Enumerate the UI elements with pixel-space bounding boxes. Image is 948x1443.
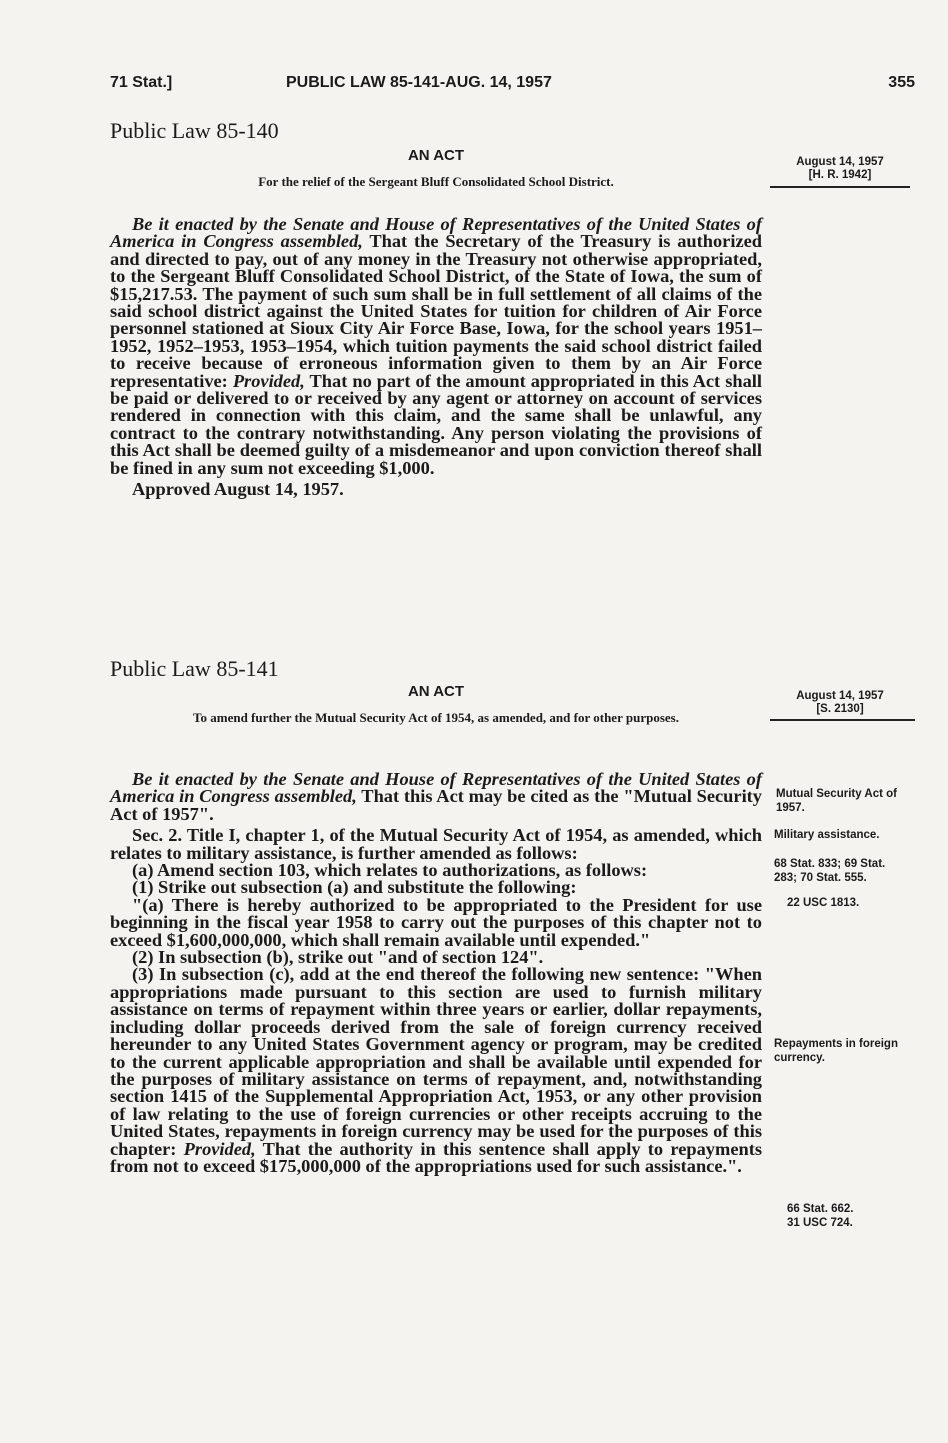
margin-note-stat-662: 66 Stat. 662. [787, 1203, 854, 1215]
margin-note-usc-1813: 22 USC 1813. [787, 897, 860, 909]
bill-number: [H. R. 1942] [808, 169, 872, 181]
law-number-85-140: Public Law 85-140 [110, 118, 279, 143]
page-number: 355 [888, 74, 915, 91]
enacting-clause: Be it enacted by the Senate and House of Representatives of the United States of America in Congress assembled, [110, 214, 762, 252]
enactment-date: August 14, 1957 [796, 156, 884, 168]
date-rule [770, 186, 910, 188]
margin-note-repayments: Repayments in foreign currency. [774, 1038, 898, 1064]
paragraph-2: (2) In subsection (b), strike out "and of section 124". [132, 947, 544, 968]
an-act-heading-2: AN ACT [407, 683, 465, 700]
enactment-date-note [770, 156, 910, 182]
an-act-heading: AN ACT [407, 147, 465, 164]
law-number-85-141: Public Law 85-141 [110, 656, 279, 681]
law-85-140-body [110, 216, 762, 499]
margin-note-usc-724: 31 USC 724. [787, 1217, 853, 1229]
paragraph-1: (1) Strike out subsection (a) and substitute the following: [132, 877, 577, 898]
quoted-subsection-a: "(a) There is hereby authorized to be appropriated to the President for use beginning in the fiscal year 1958 to carry out the purposes of this chapter not to exceed $1,600,000,000, which shall remain available until expended." [110, 894, 762, 950]
act-purpose: For the relief of the Sergeant Bluff Consolidated School District. [258, 174, 614, 189]
act-purpose-2: To amend further the Mutual Security Act of 1954, as amended, and for other purposes. [193, 710, 679, 725]
enactment-paragraph-2: Be it enacted by the Senate and House of Representatives of the United States of America in Congress assembled, That this Act may be cited as the "Mutual Security Act of 1957". [110, 769, 763, 824]
approval-line: Approved August 14, 1957. [132, 479, 344, 500]
enactment-date-2: August 14, 1957 [796, 690, 884, 702]
margin-note-mutual-security: Mutual Security Act of 1957. [776, 788, 897, 814]
enactment-paragraph: Be it enacted by the Senate and House of Representatives of the United States of America in Congress assembled, That the Secretary of the Treasury is authorized and directed to pay, out of any money in the Treasury not otherwise appropriated, to the Sergeant Bluff Consolidated School District, of the State of Iowa, the sum of $15,217.53. The payment of such sum shall be in full settlement of all claims of the said school district against the United States for tuition for children of Air Force personnel stationed at Sioux City Air Force Base, Iowa, for the school years 1951–1952, 1952–1953, 1953–1954, which tuition payments the said school district failed to receive because of erroneous information given to them by an Air Force representative: Provided, That no part of the amount appropriated in this Act shall be paid or delivered to or received by any agent or attorney on account of services rendered in connection with this claim, and the same shall be unlawful, any contract to the contrary notwithstanding. Any person violating the provisions of this Act shall be deemed guilty of a misdemeanor and upon conviction thereof shall be fined in any sum not exceeding $1,000. [110, 214, 762, 478]
paragraph-3: (3) In subsection (c), add at the end thereof the following new sentence: "When appropriations made pursuant to this section are used to furnish military assistance on terms of repayment within three years or earlier, dollar repayments, including dollar proceeds derived from the sale of foreign currency received hereunder to any United States Government agency or program, may be credited to the current applicable appropriation and shall be available until expended for the purposes of military assistance on terms of repayment, and, notwithstanding section 1415 of the Supplemental Appropriation Act, 1953, or any other provision of law relating to the use of foreign currencies or other receipts accruing to the United States, repayments in foreign currency may be used for the purposes of this chapter: Provided, That the authority in this sentence shall apply to repayments from not to exceed $175,000,000 of the appropriations used for such assistance.". [110, 964, 762, 1176]
bill-number-2: [S. 2130] [816, 703, 864, 715]
margin-note-military-assistance: Military assistance. [774, 829, 880, 841]
margin-note-stat-refs: 68 Stat. 833; 69 Stat. 283; 70 Stat. 555. [774, 858, 886, 884]
law-85-141-body [110, 771, 762, 1175]
running-head [110, 74, 915, 98]
paragraph-a: (a) Amend section 103, which relates to authorizations, as follows: [132, 860, 648, 881]
section-2: Sec. 2. Title I, chapter 1, of the Mutual Security Act of 1954, as amended, which relates to military assistance, is further amended as follows: [110, 825, 762, 863]
statute-volume: 71 Stat.] [110, 74, 173, 91]
running-title: PUBLIC LAW 85-141-AUG. 14, 1957 [286, 74, 552, 91]
date-rule-2 [770, 719, 915, 721]
enactment-date-note-2 [770, 690, 910, 716]
